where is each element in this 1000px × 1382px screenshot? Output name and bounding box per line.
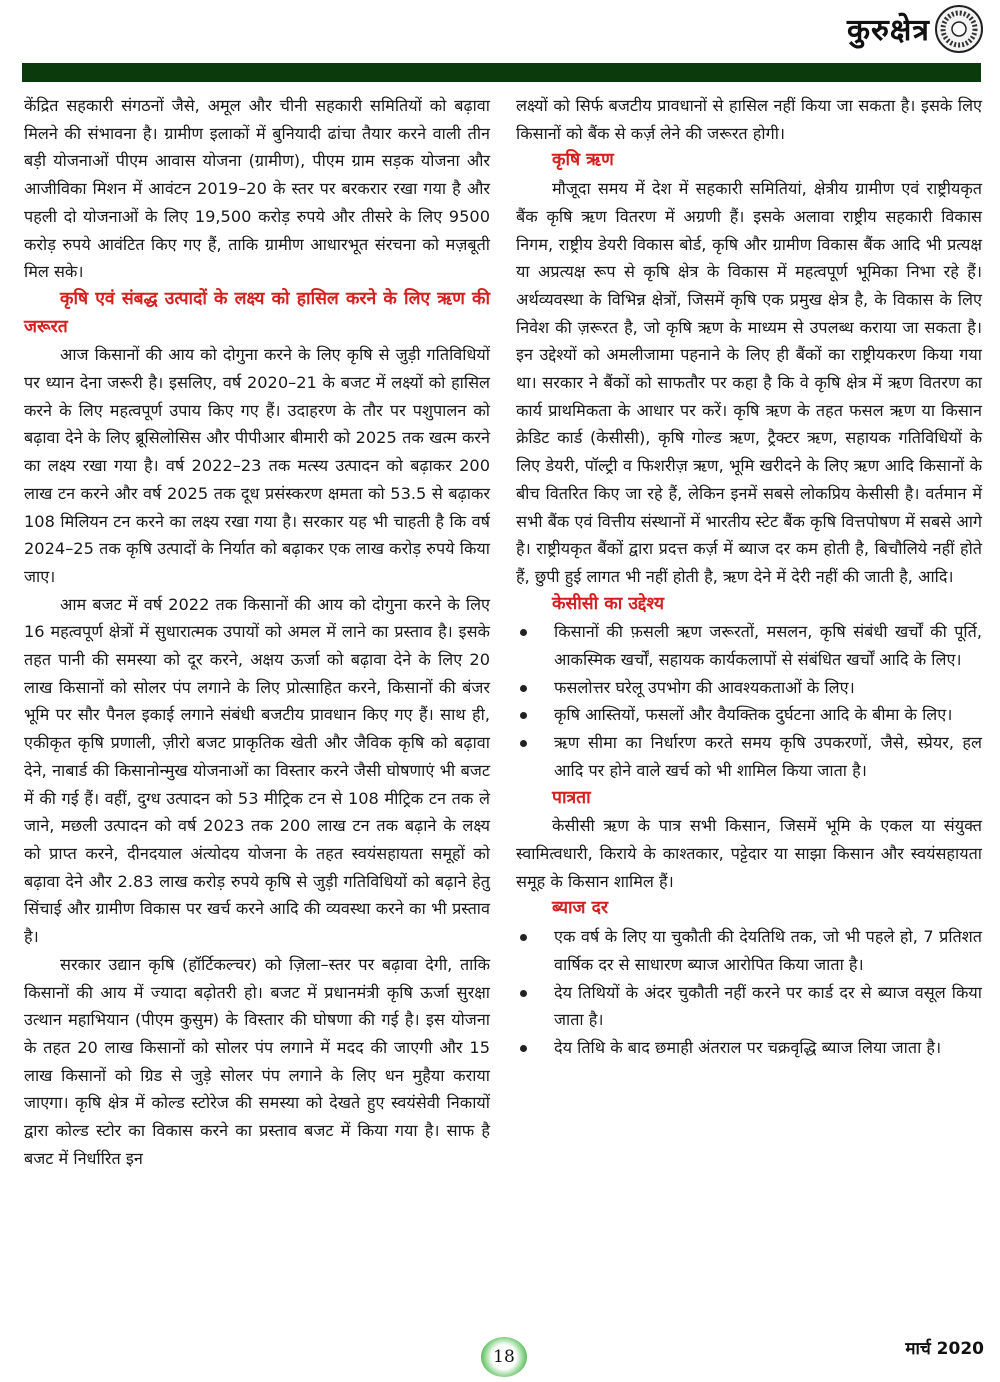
page-number-badge [481,1337,527,1377]
section-heading-eligibility: पात्रता [552,787,591,808]
paragraph: मौजूदा समय में देश में सहकारी समितियां, क्षेत्रीय ग्रामीण एवं राष्ट्रीयकृत बैंक कृषि ऋण वितरण में अग्रणी हैं। इसके अलावा राष्ट्रीय सहकारी विकास निगम, राष्ट्रीय डेयरी विकास बोर्ड, कृषि और ग्रामीण विकास बैंक आदि भी प्रत्यक्ष या अप्रत्यक्ष रूप से कृषि क्षेत्र के विकास में महत्वपूर्ण भूमिका निभा रहे हैं। अर्थव्यवस्था के विभिन्न क्षेत्रों, जिसमें कृषि एक प्रमुख क्षेत्र है, के विकास के लिए निवेश की ज़रूरत है, जो कृषि ऋण के माध्यम से उपलब्ध कराया जा सकता है। इन उद्देश्यों को अमलीजामा पहनाने के लिए ही बैंकों का राष्ट्रीयकरण किया गया था। सरकार ने बैंकों को साफतौर पर कहा है कि वे कृषि क्षेत्र में ऋण वितरण का कार्य प्राथमिकता के आधार पर करें। कृषि ऋण के तहत फसल ऋण या किसान क्रेडिट कार्ड (केसीसी), कृषि गोल्ड ऋण, ट्रैक्टर ऋण, सहायक गतिविधियों के लिए डेयरी, पॉल्ट्री व फिशरीज़ ऋण, भूमि खरीदने के लिए ऋण आदि किसानों के बीच वितरित किए जा रहे हैं, लेकिन इनमें सबसे लोकप्रिय केसीसी है। वर्तमान में सभी बैंक एवं वित्तीय संस्थानों में भारतीय स्टेट बैंक कृषि वित्तपोषण में सबसे आगे है। राष्ट्रीयकृत बैंकों द्वारा प्रदत्त कर्ज़ में ब्याज दर कम होती है, बिचौलिये नहीं होते हैं, छुपी हुई लागत भी नहीं होती है, ऋण देने में देरी नहीं की जाती है, आदि। [516,179,982,586]
section-heading-interest-rate: ब्याज दर [552,898,609,919]
right-column [516,92,982,1062]
bullet-icon [520,1045,527,1052]
list-item: एक वर्ष के लिए या चुकौती की देयतिथि तक, जो भी पहले हो, 7 प्रतिशत वार्षिक दर से साधारण ब्याज आरोपित किया जाता है। [516,923,982,978]
left-column [24,92,490,1172]
list-item: देय तिथियों के अंदर चुकौती नहीं करने पर कार्ड दर से ब्याज वसूल किया जाता है। [516,979,982,1034]
list-item: फसलोत्तर घरेलू उपभोग की आवश्यकताओं के लिए। [516,674,982,702]
paragraph: सरकार उद्यान कृषि (हॉर्टिकल्चर) को ज़िला–स्तर पर बढ़ावा देगी, ताकि किसानों की आय में ज्यादा बढ़ोतरी हो। बजट में प्रधानमंत्री कृषि ऊर्जा सुरक्षा उत्थान महाभियान (पीएम कुसुम) के विस्तार की घोषणा की गई है। इस योजना के तहत 20 लाख किसानों को सोलर पंप लगाने में मदद की जाएगी और 15 लाख किसानों को ग्रिड से जुड़े सोलर पंप लगाने के लिए धन मुहैया कराया जाएगा। कृषि क्षेत्र में कोल्ड स्टोरेज की समस्या को देखते हुए स्वयंसेवी निकायों द्वारा कोल्ड स्टोर का विकास करने का प्रस्ताव बजट में किया गया है। साफ है बजट में निर्धारित इन [24,954,490,1168]
bullet-icon [520,685,527,692]
section-heading-credit-need: कृषि एवं संबद्ध उत्पादों के लक्ष्य को हासिल करने के लिए ऋण की जरूरत [24,288,490,337]
paragraph: केसीसी ऋण के पात्र सभी किसान, जिसमें भूमि के एकल या संयुक्त स्वामित्वधारी, किराये के काश्तकार, पट्टेदार या साझा किसान और स्वयंसहायता समूह के किसान शामिल हैं। [516,816,982,891]
magazine-title: कुरुक्षेत्र [846,13,930,48]
list-item: ऋण सीमा का निर्धारण करते समय कृषि उपकरणों, जैसे, स्प्रेयर, हल आदि पर होने वाले खर्च को भी शामिल किया जाता है। [516,729,982,784]
section-heading-agri-loan: कृषि ऋण [552,150,614,171]
section-heading-kcc-objective: केसीसी का उद्देश्य [552,593,664,614]
header-divider-bar [22,63,981,82]
bullet-icon [520,740,527,747]
kcc-objectives-list [516,618,982,784]
bullet-icon [520,712,527,719]
page-number: 18 [493,1347,515,1367]
paragraph: केंद्रित सहकारी संगठनों जैसे, अमूल और चीनी सहकारी समितियों को बढ़ावा मिलने की संभावना है। ग्रामीण इलाकों में बुनियादी ढांचा तैयार करने वाली तीन बड़ी योजनाओं पीएम आवास योजना (ग्रामीण), पीएम ग्राम सड़क योजना और आजीविका मिशन में आवंटन 2019–20 के स्तर पर बरकरार रखा गया है और पहली दो योजनाओं के लिए 19,500 करोड़ रुपये और तीसरे के लिए 9500 करोड़ रुपये आवंटित किए गए हैं, ताकि ग्रामीण आधारभूत संरचना को मज़बूती मिल सके। [24,96,490,282]
list-item: देय तिथि के बाद छमाही अंतराल पर चक्रवृद्धि ब्याज लिया जाता है। [516,1034,982,1062]
interest-points-list [516,923,982,1062]
paragraph: आज किसानों की आय को दोगुना करने के लिए कृषि से जुड़ी गतिविधियों पर ध्यान देना जरूरी है। इसलिए, वर्ष 2020–21 के बजट में लक्ष्यों को हासिल करने के लिए महत्वपूर्ण उपाय किए गए हैं। उदाहरण के तौर पर पशुपालन को बढ़ावा देने के लिए ब्रूसिलोसिस और पीपीआर बीमारी को 2025 तक खत्म करने का लक्ष्य रखा गया है। वर्ष 2022–23 तक मत्स्य उत्पादन को बढ़ाकर 200 लाख टन करने और वर्ष 2025 तक दूध प्रसंस्करण क्षमता को 53.5 से बढ़ाकर 108 मिलियन टन करने का लक्ष्य रखा गया है। सरकार यह भी चाहती है कि वर्ष 2024–25 तक कृषि उत्पादों के निर्यात को बढ़ाकर एक लाख करोड़ रुपये किया जाए। [24,345,490,586]
paragraph: आम बजट में वर्ष 2022 तक किसानों की आय को दोगुना करने के लिए 16 महत्वपूर्ण क्षेत्रों में सुधारात्मक उपायों को अमल में लाने का प्रस्ताव है। इसके तहत पानी की समस्या को दूर करने, अक्षय ऊर्जा को बढ़ावा देने के लिए 20 लाख किसानों को सोलर पंप लगाने के लिए प्रोत्साहित करने, किसानों की बंजर भूमि पर सौर पैनल इकाई लगाने संबंधी बजटीय प्रावधान किए गए हैं। साथ ही, एकीकृत कृषि प्रणाली, ज़ीरो बजट प्राकृतिक खेती और जैविक कृषि को बढ़ावा देने, नाबार्ड की किसानोन्मुख योजनाओं का विस्तार करने जैसी घोषणाएं भी बजट में की गई हैं। वहीं, दुग्ध उत्पादन को 53 मीट्रिक टन से 108 मीट्रिक टन तक ले जाने, मछली उत्पादन को वर्ष 2023 तक 200 लाख टन तक बढ़ाने के लक्ष्य को प्राप्त करने, दीनदयाल अंत्योदय योजना के तहत स्वयंसहायता समूहों को बढ़ावा देने और 2.83 लाख करोड़ रुपये कृषि से जुड़ी गतिविधियों को बढ़ाने हेतु सिंचाई और ग्रामीण विकास पर खर्च करने आदि की व्यवस्था करने का भी प्रस्ताव है। [24,594,490,947]
issue-date: मार्च 2020 [905,1339,984,1359]
list-item: किसानों की फ़सली ऋण जरूरतों, मसलन, कृषि संबंधी खर्चों की पूर्ति, आकस्मिक खर्चों, सहायक कार्यकलापों से संबंधित खर्चों आदि के लिए। [516,618,982,673]
paragraph: लक्ष्यों को सिर्फ बजटीय प्रावधानों से हासिल नहीं किया जा सकता है। इसके लिए किसानों को बैंक से कर्ज़ लेने की जरूरत होगी। [516,96,982,143]
emblem-wheel-icon [934,4,984,54]
list-item: कृषि आस्तियों, फसलों और वैयक्तिक दुर्घटना आदि के बीमा के लिए। [516,701,982,729]
bullet-icon [520,934,527,941]
bullet-icon [520,629,527,636]
bullet-icon [520,990,527,997]
